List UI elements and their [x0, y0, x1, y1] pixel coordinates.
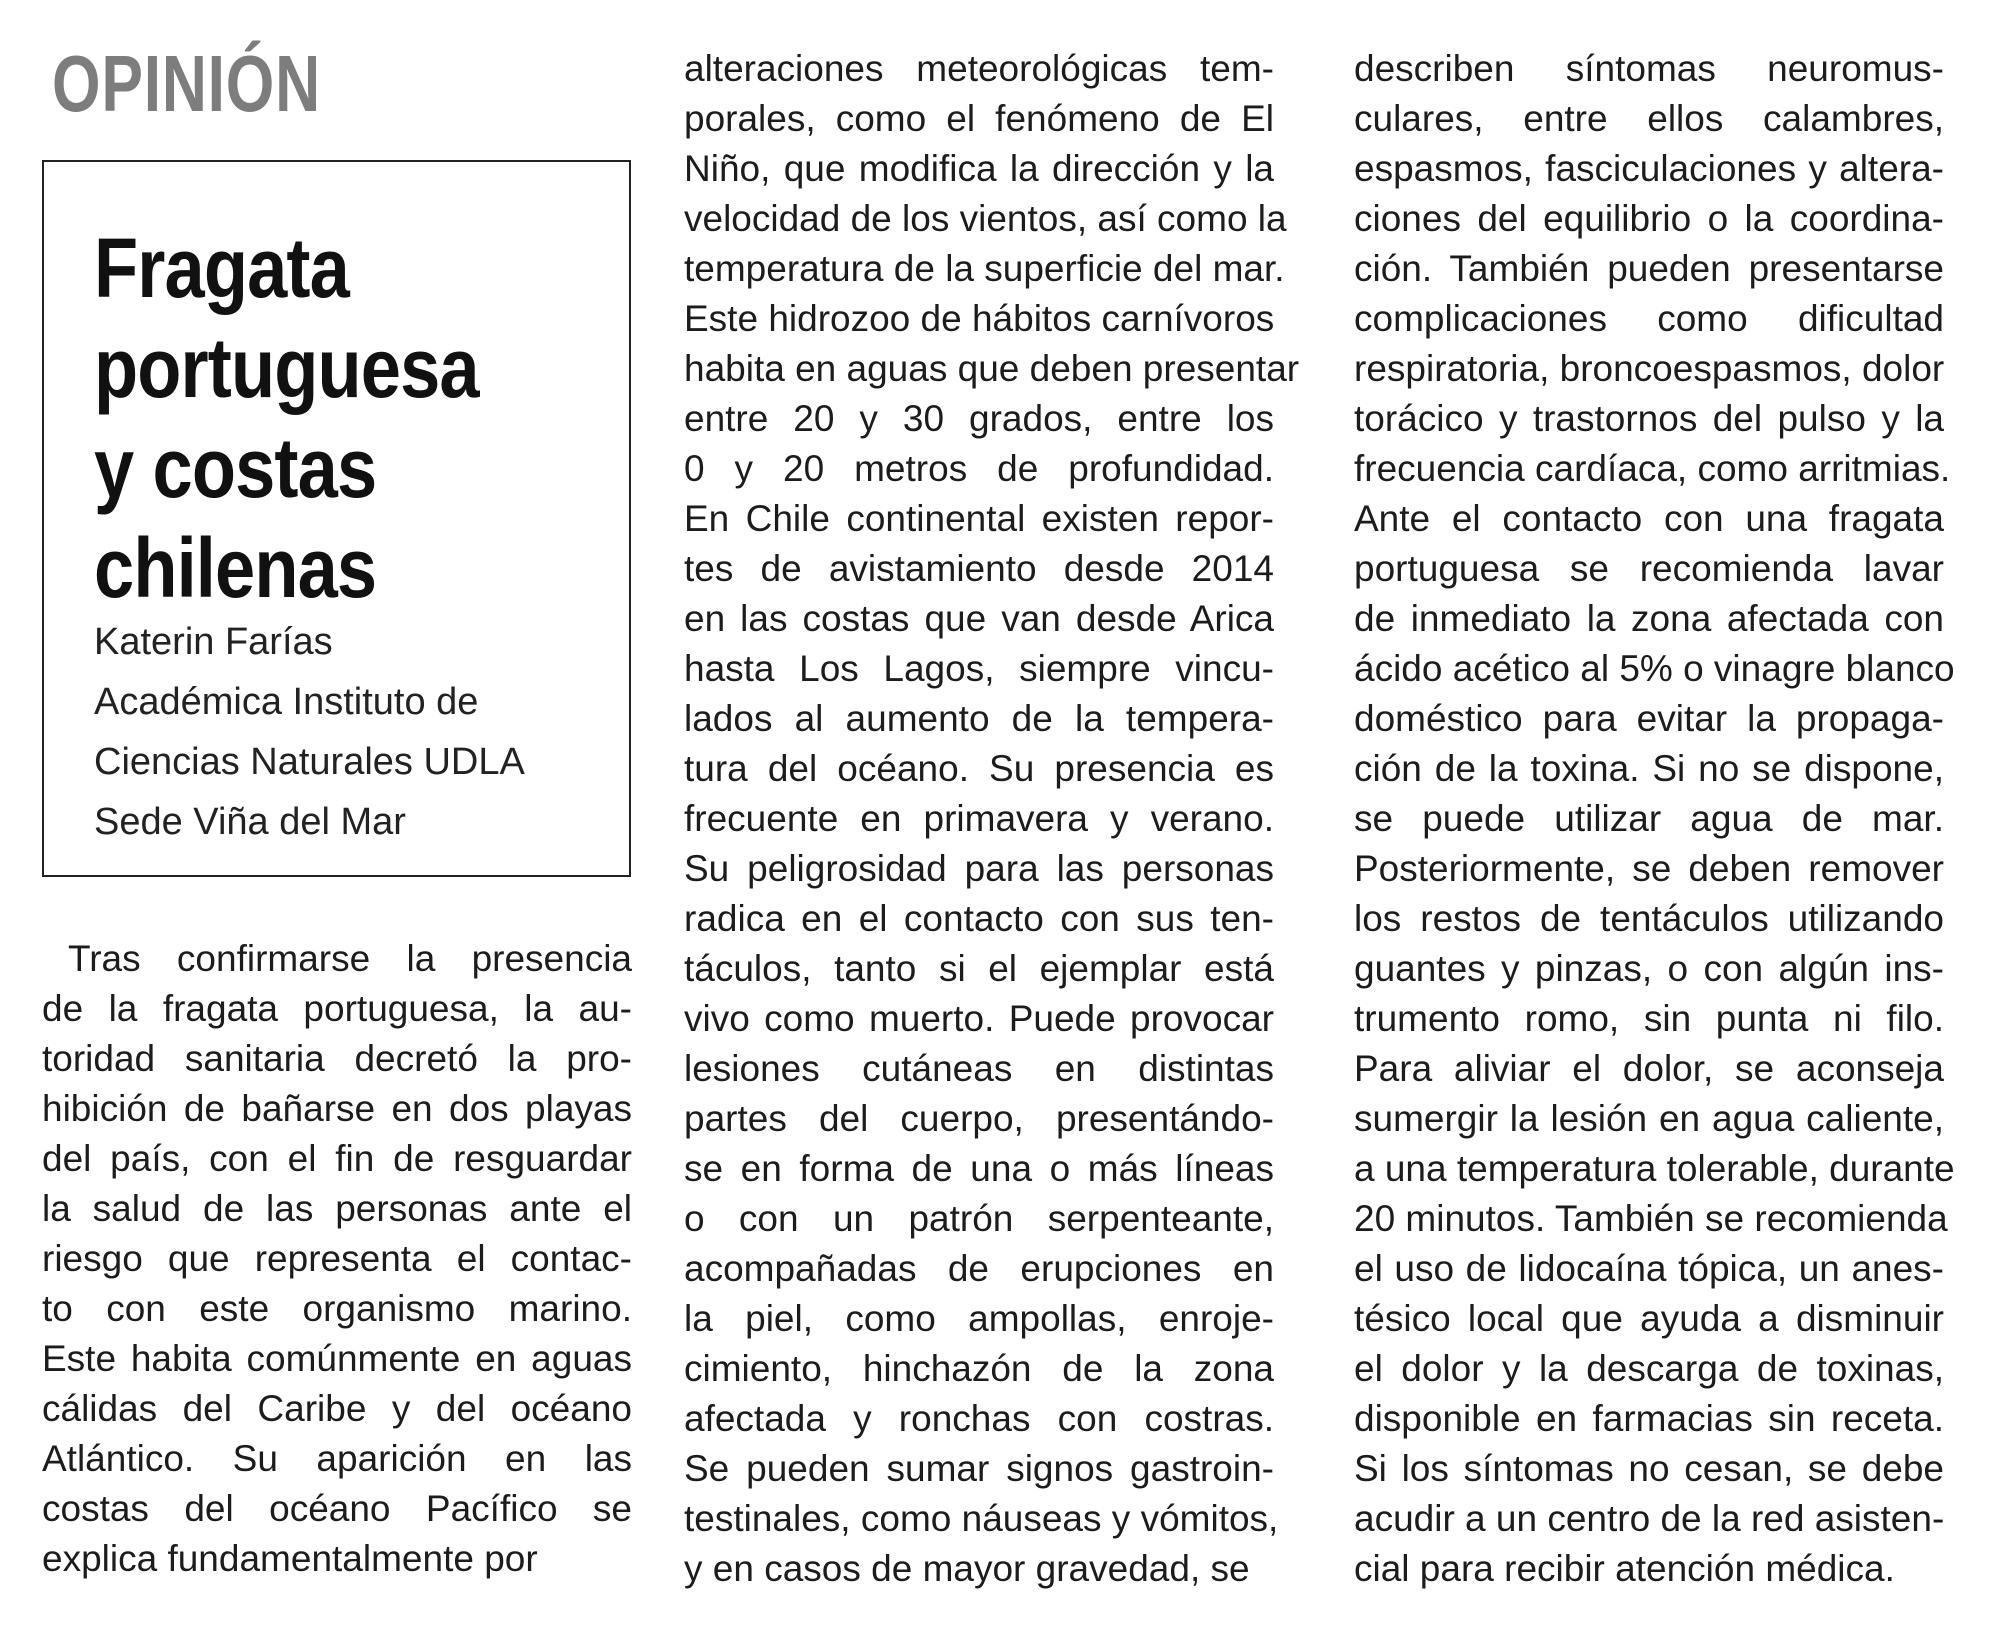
text-line: ácido acético al 5% o vinagre blanco — [1354, 648, 1955, 689]
article-paragraph — [1354, 44, 1955, 1594]
text-line: lados al aumento de la tempera- — [684, 698, 1274, 739]
article-paragraph — [42, 934, 632, 1584]
text-line: respiratoria, broncoespasmos, dolor — [1354, 348, 1945, 389]
text-line: Se pueden sumar signos gastroin- — [684, 1448, 1274, 1489]
text-line: la piel, como ampollas, enroje- — [684, 1298, 1274, 1339]
text-line: trumento romo, sin punta ni filo. — [1354, 998, 1944, 1039]
text-line: cimiento, hinchazón de la zona — [684, 1348, 1274, 1389]
text-line: temperatura de la superficie del mar. — [684, 248, 1285, 289]
text-line: frecuencia cardíaca, como arritmias. — [1354, 448, 1951, 489]
text-line: tes de avistamiento desde 2014 — [684, 548, 1274, 589]
text-line: tura del océano. Su presencia es — [684, 748, 1274, 789]
text-line: ciones del equilibrio o la coordina- — [1354, 198, 1944, 239]
text-line: Tras confirmarse la presencia — [68, 938, 632, 979]
text-line: Este hidrozoo de hábitos carnívoros — [684, 298, 1275, 339]
text-line: acompañadas de erupciones en — [684, 1248, 1274, 1289]
text-line: ción. También pueden presentarse — [1354, 248, 1944, 289]
text-line: vivo como muerto. Puede provocar — [684, 998, 1274, 1039]
text-line: 0 y 20 metros de profundidad. — [684, 448, 1274, 489]
text-line: táculos, tanto si el ejemplar está — [684, 948, 1274, 989]
text-line: se en forma de una o más líneas — [684, 1148, 1274, 1189]
author-role-line: Sede Viña del Mar — [94, 801, 406, 843]
text-line: tésico local que ayuda a disminuir — [1354, 1298, 1944, 1339]
text-line: explica fundamentalmente por — [42, 1538, 538, 1579]
text-line: Si los síntomas no cesan, se debe — [1354, 1448, 1944, 1489]
text-line: el uso de lidocaína tópica, un anes- — [1354, 1248, 1944, 1289]
text-line: lesiones cutáneas en distintas — [684, 1048, 1274, 1089]
article-paragraph — [684, 44, 1300, 1594]
article-column-2 — [684, 44, 1300, 1594]
text-line: 20 minutos. También se recomienda — [1354, 1198, 1948, 1239]
headline-line: y costas — [94, 421, 377, 515]
text-line: riesgo que representa el contac- — [42, 1238, 632, 1279]
headline — [94, 218, 479, 618]
text-line: torácico y trastornos del pulso y la — [1354, 398, 1944, 439]
text-line: toridad sanitaria decretó la pro- — [42, 1038, 632, 1079]
text-line: el dolor y la descarga de toxinas, — [1354, 1348, 1944, 1389]
text-line: acudir a un centro de la red asisten- — [1354, 1498, 1945, 1539]
text-line: frecuente en primavera y verano. — [684, 798, 1274, 839]
text-line: Este habita comúnmente en aguas — [42, 1338, 632, 1379]
headline-line: Fragata — [94, 221, 349, 315]
text-line: habita en aguas que deben presentar — [684, 348, 1300, 389]
text-line: En Chile continental existen repor- — [684, 498, 1274, 539]
text-line: hasta Los Lagos, siempre vincu- — [684, 648, 1274, 689]
text-line: portuguesa se recomienda lavar — [1354, 548, 1944, 589]
text-line: hibición de bañarse en dos playas — [42, 1088, 632, 1129]
text-line: y en casos de mayor gravedad, se — [684, 1548, 1250, 1589]
text-line: complicaciones como dificultad — [1354, 298, 1944, 339]
text-line: cial para recibir atención médica. — [1354, 1548, 1895, 1589]
text-line: disponible en farmacias sin receta. — [1354, 1398, 1944, 1439]
text-line: afectada y ronchas con costras. — [684, 1398, 1274, 1439]
article-column-1 — [42, 934, 632, 1584]
text-line: espasmos, fasciculaciones y altera- — [1354, 148, 1944, 189]
text-line: Posteriormente, se deben remover — [1354, 848, 1944, 889]
text-line: Atlántico. Su aparición en las — [42, 1438, 632, 1479]
author-role-line: Académica Instituto de — [94, 681, 479, 723]
byline — [94, 612, 525, 852]
text-line: doméstico para evitar la propaga- — [1354, 698, 1944, 739]
title-box — [42, 160, 631, 877]
text-line: partes del cuerpo, presentándo- — [684, 1098, 1274, 1139]
author-name: Katerin Farías — [94, 621, 333, 663]
text-line: costas del océano Pacífico se — [42, 1488, 632, 1529]
text-line: velocidad de los vientos, así como la — [684, 198, 1287, 239]
text-line: alteraciones meteorológicas tem- — [684, 48, 1274, 89]
text-line: o con un patrón serpenteante, — [684, 1198, 1274, 1239]
text-line: la salud de las personas ante el — [42, 1188, 632, 1229]
text-line: en las costas que van desde Arica — [684, 598, 1274, 639]
text-line: cálidas del Caribe y del océano — [42, 1388, 632, 1429]
text-line: guantes y pinzas, o con algún ins- — [1354, 948, 1944, 989]
section-label: OPINIÓN — [52, 39, 321, 128]
text-line: entre 20 y 30 grados, entre los — [684, 398, 1274, 439]
text-line: Su peligrosidad para las personas — [684, 848, 1274, 889]
text-line: Niño, que modifica la dirección y la — [684, 148, 1274, 189]
text-line: testinales, como náuseas y vómitos, — [684, 1498, 1279, 1539]
text-line: sumergir la lesión en agua caliente, — [1354, 1098, 1944, 1139]
article-column-3 — [1354, 44, 1955, 1594]
text-line: radica en el contacto con sus ten- — [684, 898, 1274, 939]
text-line: describen síntomas neuromus- — [1354, 48, 1944, 89]
text-line: Para aliviar el dolor, se aconseja — [1354, 1048, 1944, 1089]
text-line: porales, como el fenómeno de El — [684, 98, 1274, 139]
headline-line: portuguesa — [94, 321, 479, 415]
text-line: los restos de tentáculos utilizando — [1354, 898, 1944, 939]
author-role-line: Ciencias Naturales UDLA — [94, 741, 525, 783]
headline-line: chilenas — [94, 521, 377, 615]
text-line: de la fragata portuguesa, la au- — [42, 988, 632, 1029]
text-line: culares, entre ellos calambres, — [1354, 98, 1944, 139]
text-line: a una temperatura tolerable, durante — [1354, 1148, 1955, 1189]
text-line: del país, con el fin de resguardar — [42, 1138, 632, 1179]
text-line: de inmediato la zona afectada con — [1354, 598, 1944, 639]
text-line: ción de la toxina. Si no se dispone, — [1354, 748, 1944, 789]
text-line: se puede utilizar agua de mar. — [1354, 798, 1944, 839]
text-line: to con este organismo marino. — [42, 1288, 632, 1329]
text-line: Ante el contacto con una fragata — [1354, 498, 1944, 539]
